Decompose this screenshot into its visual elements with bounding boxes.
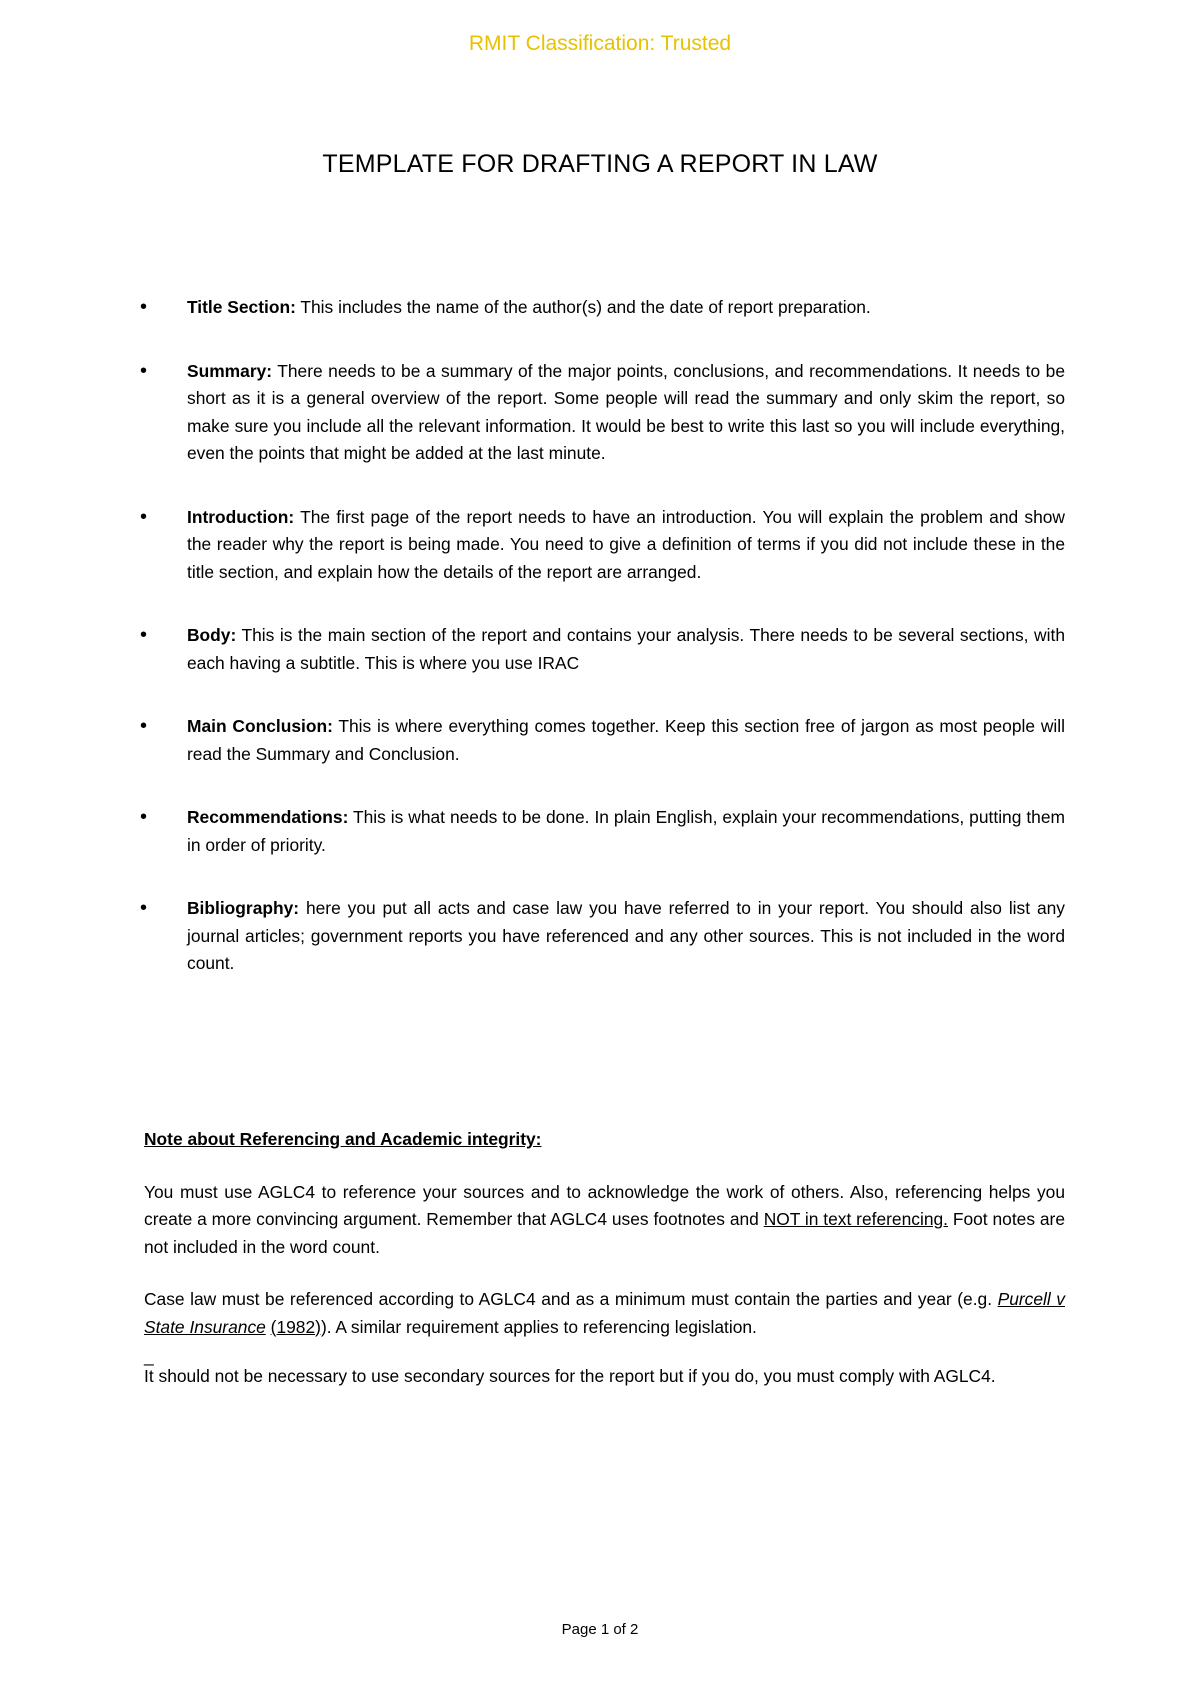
- note-paragraph-secondary-sources: It should not be necessary to use secondary sources for the report but if you do, you must comply with AGLC4.: [144, 1366, 996, 1386]
- section-text: This is the main section of the report and contains your analysis. There needs to be several sections, with each having a subtitle. This is where you use IRAC: [187, 625, 1065, 673]
- section-text: This includes the name of the author(s) and the date of report preparation.: [295, 297, 871, 317]
- document-title: TEMPLATE FOR DRAFTING A REPORT IN LAW: [322, 150, 878, 178]
- note-underlined-text: NOT in text referencing.: [763, 1209, 948, 1229]
- note-heading: Note about Referencing and Academic integrity:: [144, 1129, 542, 1149]
- note-dash: _: [144, 1346, 154, 1366]
- case-year: (1982): [270, 1316, 321, 1337]
- note-text: ). A similar requirement applies to referencing legislation.: [320, 1316, 757, 1337]
- section-term: Recommendations:: [187, 807, 349, 827]
- section-term: Main Conclusion:: [187, 716, 333, 736]
- note-paragraph-aglc4: [144, 1179, 1065, 1262]
- list-item-body: [140, 622, 1065, 677]
- list-item-introduction: [140, 504, 1065, 587]
- section-term: Body:: [187, 625, 237, 645]
- list-item-main-conclusion: [140, 713, 1065, 768]
- note-text: Foot notes are not included in the word count.: [144, 1209, 1065, 1257]
- list-item-bibliography: [140, 895, 1065, 978]
- section-text: There needs to be a summary of the major points, conclusions, and recommendations. It needs to be short as it is a general overview of the report. Some people will read the summary and only skim the report, so make sure you include all the relevant information. It would be best to write this last so you will include everything, even the points that might be added at the last minute.: [187, 360, 1065, 463]
- note-paragraph-case-law: [144, 1286, 1065, 1341]
- section-text: The first page of the report needs to have an introduction. You will explain the problem and show the reader why the report is being made. You need to give a definition of terms if you did not include these in the title section, and explain how the details of the report are arranged.: [187, 506, 1065, 582]
- section-term: Summary:: [187, 360, 273, 381]
- section-term: Title Section:: [187, 297, 296, 317]
- section-text: here you put all acts and case law you have referred to in your report. You should also list any journal articles; government reports you have referenced and any other sources. This is not included in the word count.: [187, 898, 1065, 973]
- section-term: Introduction:: [187, 506, 295, 527]
- list-item-summary: [140, 358, 1065, 468]
- report-sections-list: [140, 294, 1065, 1014]
- note-text: You must use AGLC4 to reference your sources and to acknowledge the work of others. Also, referencing helps you create a more convincing argument. Remember that AGLC4 uses footnotes and: [144, 1181, 1065, 1229]
- section-text: This is what needs to be done. In plain English, explain your recommendations, putting them in order of priority.: [187, 807, 1065, 855]
- case-name: Purcell v State Insurance: [144, 1289, 1065, 1337]
- page-number: Page 1 of 2: [561, 1621, 639, 1638]
- section-term: Bibliography:: [187, 898, 300, 918]
- section-text: This is where everything comes together. Keep this section free of jargon as most people will read the Summary and Conclusion.: [187, 716, 1065, 764]
- list-item-title-section: [140, 294, 1065, 322]
- classification-label: RMIT Classification: Trusted: [468, 32, 732, 55]
- referencing-note: [144, 1126, 1065, 1416]
- note-text: Case law must be referenced according to AGLC4 and as a minimum must contain the parties and year (e.g.: [144, 1289, 998, 1309]
- list-item-recommendations: [140, 804, 1065, 859]
